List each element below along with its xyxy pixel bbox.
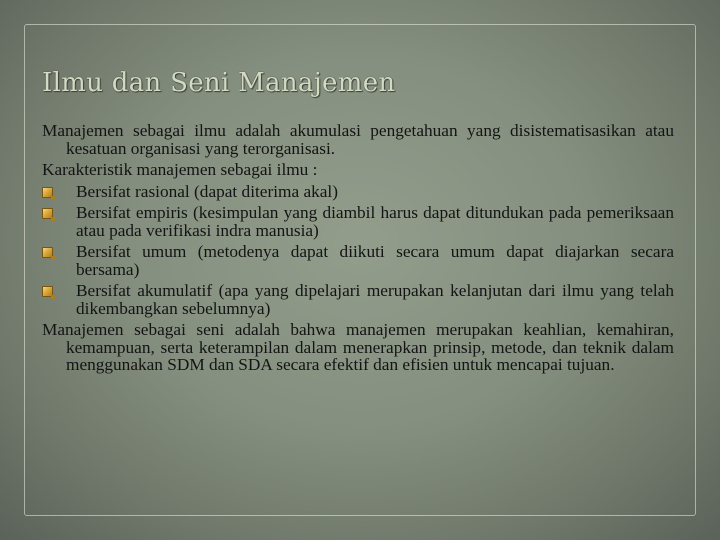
bullet-text: Bersifat akumulatif (apa yang dipelajari merupakan kelanjutan dari ilmu yang telah dikembangkan sebelumnya) (76, 281, 674, 318)
bullet-item-akumulatif (42, 282, 674, 317)
bullet-item-umum (42, 243, 674, 278)
checkbox-square-icon (42, 286, 53, 297)
slide-title: Ilmu dan Seni Manajemen (42, 68, 396, 98)
bullet-text: Bersifat rasional (dapat diterima akal) (76, 181, 338, 201)
bullet-text: Bersifat empiris (kesimpulan yang diambil harus dapat ditundukan pada pemeriksaan atau pada verifikasi indra manusia) (76, 203, 674, 240)
intro-paragraph: Manajemen sebagai ilmu adalah akumulasi pengetahuan yang disistematisasikan atau kesatuan organisasi yang terorganisasi. (42, 121, 674, 158)
art-paragraph: Manajemen sebagai seni adalah bahwa manajemen merupakan keahlian, kemahiran, kemampuan, serta keterampilan dalam menerapkan prinsip, metode, dan teknik dalam menggunakan SDM dan SDA secara efektif dan efisien untuk mencapai tujuan. (42, 320, 674, 374)
checkbox-square-icon (42, 208, 53, 219)
slide-body (42, 122, 674, 378)
bullet-item-empiris (42, 204, 674, 239)
checkbox-square-icon (42, 187, 53, 198)
characteristics-heading: Karakteristik manajemen sebagai ilmu : (42, 160, 318, 179)
bullet-item-rasional (42, 183, 674, 201)
bullet-text: Bersifat umum (metodenya dapat diikuti secara umum dapat diajarkan secara bersama) (76, 242, 674, 279)
checkbox-square-icon (42, 247, 53, 258)
